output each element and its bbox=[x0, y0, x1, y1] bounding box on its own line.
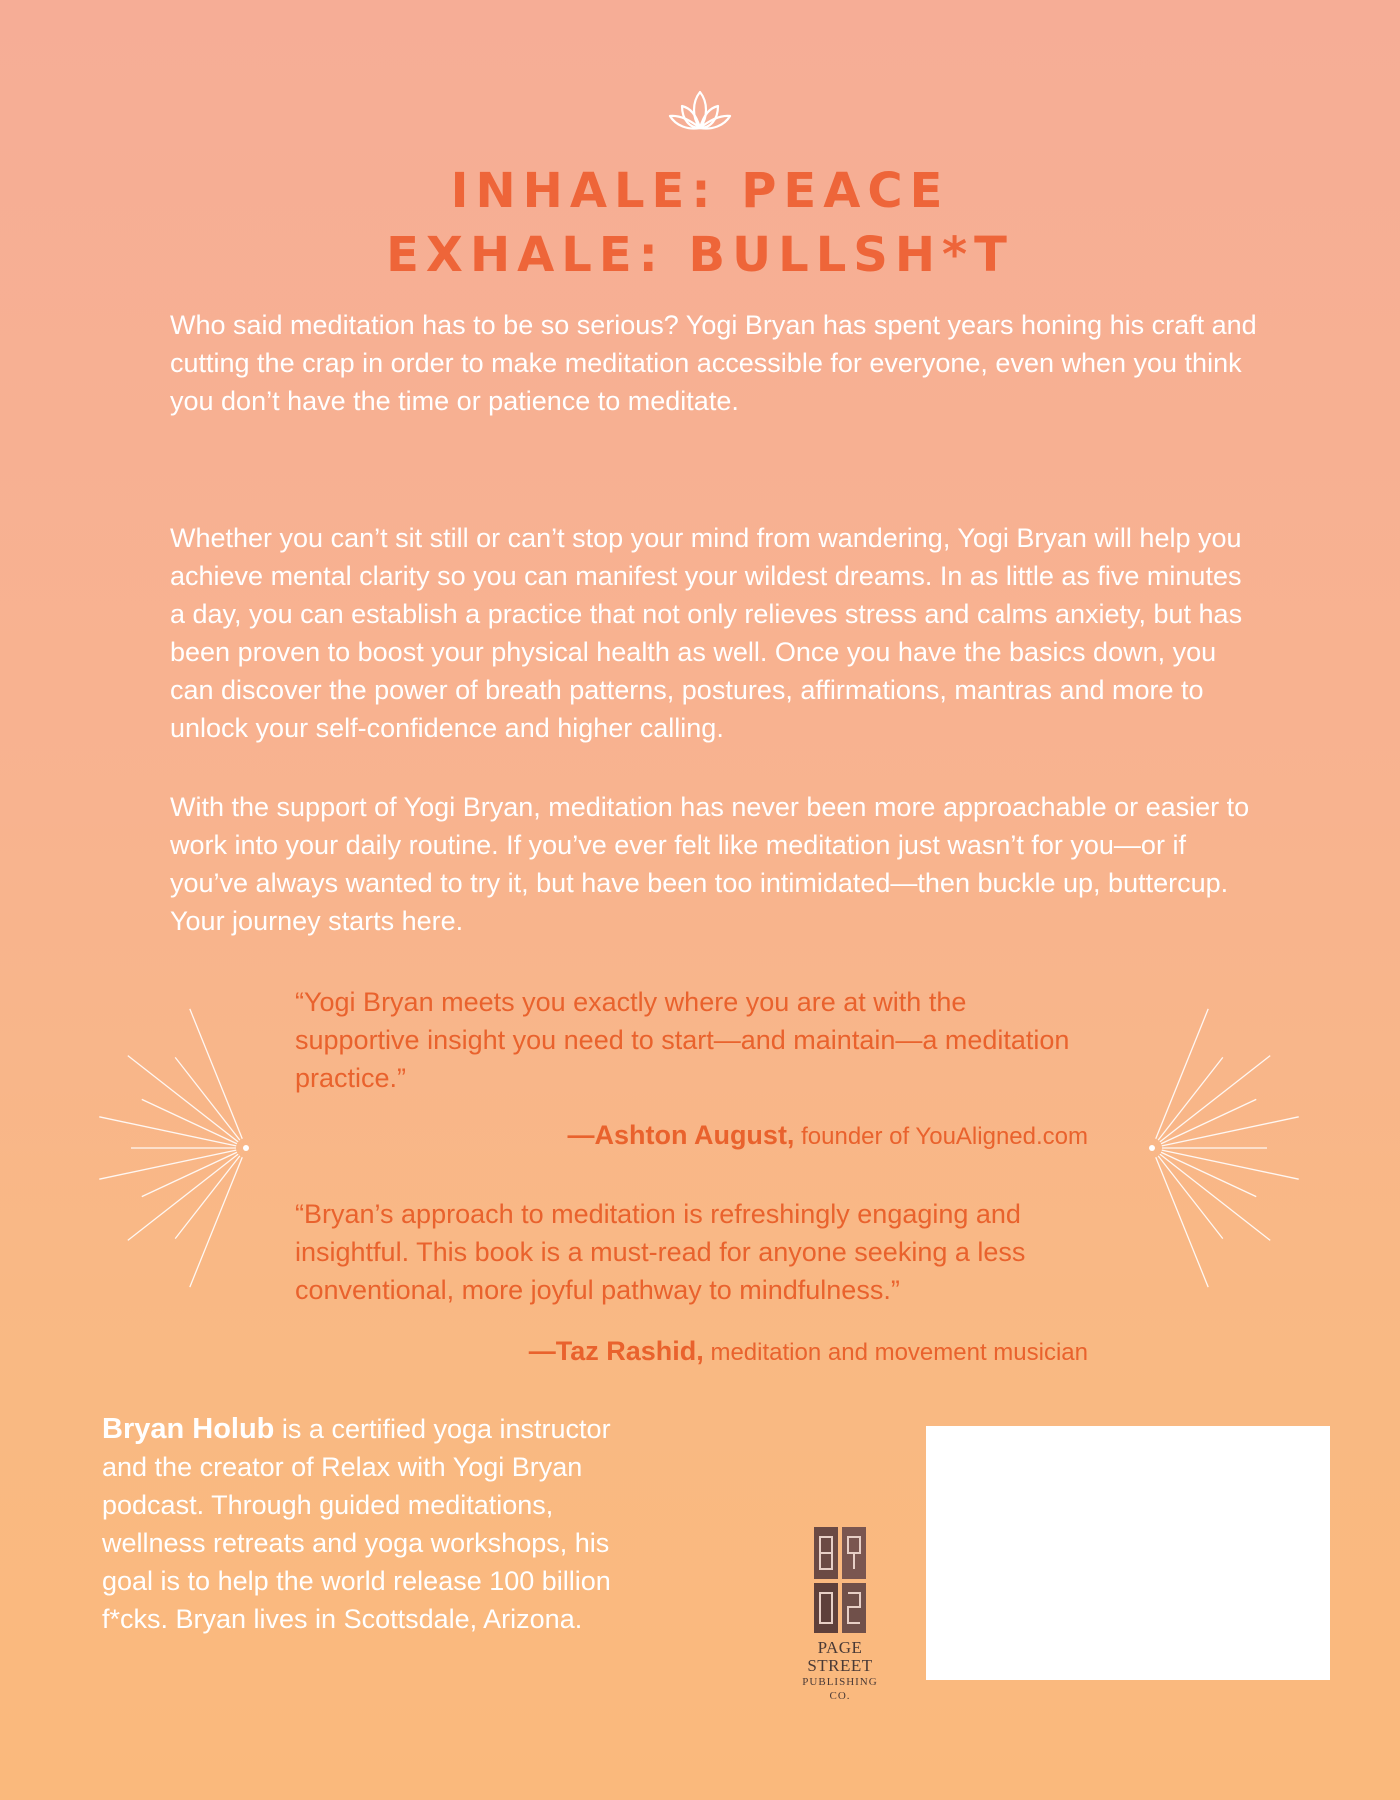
testimonial-role-2: meditation and movement musician bbox=[710, 1339, 1088, 1366]
author-bio-text: is a certified yoga instructor and the creator of Relax with Yogi Bryan podcast. Through guided meditations, wellness retreats and yoga workshops, his goal is to help the world release 100 billion f*cks. Bryan lives in Scottsdale, Arizona. bbox=[102, 1414, 611, 1634]
testimonial-attribution-2 bbox=[529, 1334, 1088, 1370]
publisher-subtitle: PUBLISHING CO. bbox=[802, 1676, 878, 1702]
description-paragraph-1: Who said meditation has to be so serious? Yogi Bryan has spent years honing his craft and cutting the crap in order to make meditation accessible for everyone, even when you think you don’t have the time or patience to meditate. bbox=[170, 310, 1257, 416]
author-bio bbox=[102, 1410, 662, 1638]
starburst-left-icon bbox=[78, 978, 298, 1318]
description-paragraph-3: With the support of Yogi Bryan, meditation has never been more approachable or easier to work into your daily routine. If you’ve ever felt like meditation just wasn’t for you—or if you’ve always wanted to try it, but have been too intimidated—then buckle up, buttercup. Your journey starts here. bbox=[170, 792, 1250, 936]
starburst-right-icon bbox=[1100, 978, 1320, 1318]
publisher-mark-icon bbox=[812, 1525, 868, 1635]
author-name: Bryan Holub bbox=[102, 1413, 275, 1445]
description-paragraph-2: Whether you can’t sit still or can’t stop your mind from wandering, Yogi Bryan will help you achieve mental clarity so you can manifest your wildest dreams. In as little as five minutes a day, you can establish a practice that not only relieves stress and calms anxiety, but has been proven to boost your physical health as well. Once you have the basics down, you can discover the power of breath patterns, postures, affirmations, mantras and more to unlock your self-confidence and higher calling. bbox=[170, 523, 1243, 743]
headline-line-1: INHALE: PEACE bbox=[450, 163, 950, 219]
testimonial-role-1: founder of YouAligned.com bbox=[801, 1123, 1088, 1150]
testimonial-author-1: —Ashton August, bbox=[567, 1120, 795, 1150]
publisher-name: PAGE STREET bbox=[807, 1638, 873, 1675]
barcode-area bbox=[926, 1426, 1330, 1680]
lotus-icon bbox=[662, 84, 738, 140]
publisher-logo bbox=[790, 1525, 890, 1702]
headline-line-2: EXHALE: BULLSH*T bbox=[386, 227, 1014, 283]
testimonial-quote-2: “Bryan’s approach to meditation is refreshingly engaging and insightful. This book is a must-read for anyone seeking a less conventional, more joyful pathway to mindfulness.” bbox=[295, 1199, 1026, 1305]
testimonial-attribution-1 bbox=[567, 1118, 1088, 1154]
testimonial-author-2: —Taz Rashid, bbox=[528, 1336, 704, 1366]
testimonial-quote-1: “Yogi Bryan meets you exactly where you are at with the supportive insight you need to start—and maintain—a meditation practice.” bbox=[295, 987, 1070, 1093]
